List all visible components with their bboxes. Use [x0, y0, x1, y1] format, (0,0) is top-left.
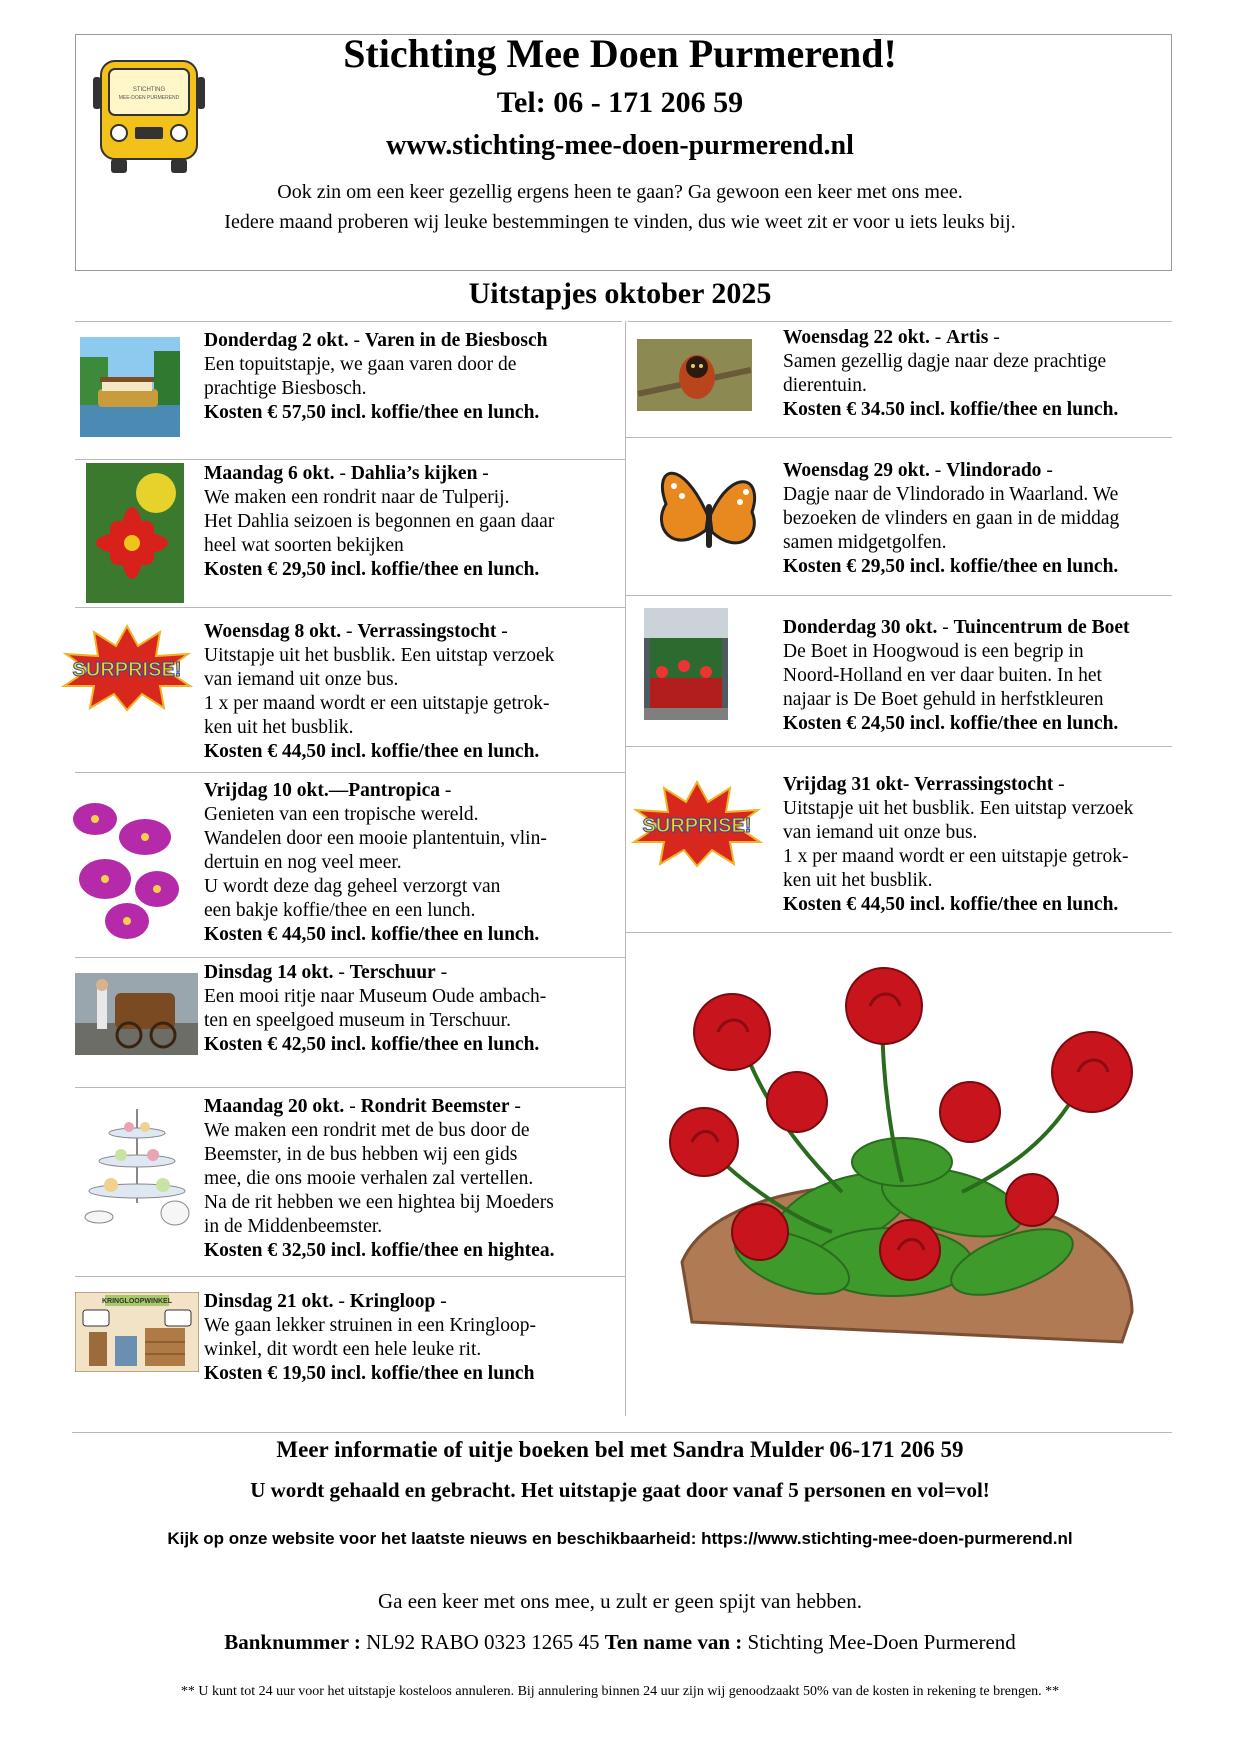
trip-description: We gaan lekker struinen in een Kringloop- winkel, dit wordt een hele leuke rit. — [204, 1315, 536, 1360]
trip-description: We maken een rondrit met de bus door de Beemster, in de bus hebben wij een gids mee, die ons mooie verhalen zal vertellen. Na de rit hebben we een hightea bij Moeders in de Middenbeemster. — [204, 1120, 554, 1237]
boat-on-river-image — [80, 337, 180, 437]
surprise-burst-image — [630, 780, 764, 868]
trip-date: Woensdag 29 okt. — [783, 460, 930, 481]
trip-cost: Kosten € 42,50 incl. koffie/thee en lunch. — [204, 1034, 540, 1055]
divider — [75, 957, 625, 958]
trip-entry: Donderdag 2 okt. - Varen in de Biesbosch Een topuitstapje, we gaan varen door de prachtige Biesbosch. Kosten € 57,50 incl. koffie/thee en lunch. — [204, 329, 624, 425]
trip-name: Artis — [946, 327, 989, 348]
trip-date: Donderdag 30 okt. — [783, 617, 938, 638]
divider — [625, 932, 1172, 933]
trip-name: Dahlia’s kijken — [350, 463, 478, 484]
divider — [625, 437, 1172, 438]
column-divider — [625, 321, 626, 1416]
divider — [75, 321, 622, 322]
trip-description: Samen gezellig dagje naar deze prachtige dierentuin. — [783, 351, 1107, 396]
bank-number: NL92 RABO 0323 1265 45 — [360, 1630, 605, 1654]
org-title: Stichting Mee Doen Purmerend! — [343, 31, 897, 76]
trip-cost: Kosten € 29,50 incl. koffie/thee en lunch. — [204, 559, 540, 580]
trip-date: Donderdag 2 okt. — [204, 330, 349, 351]
trip-description: We maken een rondrit naar de Tulperij. Het Dahlia seizoen is begonnen en gaan daar heel wat soorten bekijken — [204, 487, 555, 556]
dahlia-flower-image — [86, 463, 184, 603]
bus-sign-line1: STICHTING — [132, 87, 166, 93]
trip-date: Vrijdag 31 okt- — [783, 774, 910, 795]
trip-entry: Dinsdag 21 okt. - Kringloop - We gaan lekker struinen in een Kringloop- winkel, dit wordt een hele leuke rit. Kosten € 19,50 incl. koffie/thee en lunch — [204, 1290, 624, 1386]
divider — [75, 607, 625, 608]
org-website[interactable]: www.stichting-mee-doen-purmerend.nl — [386, 130, 854, 161]
roses-decoration-image — [652, 962, 1144, 1372]
trip-name: Terschuur — [349, 962, 436, 983]
museum-cart-image — [75, 973, 198, 1055]
trip-entry: Maandag 6 okt. - Dahlia’s kijken - We maken een rondrit naar de Tulperij. Het Dahlia seizoen is begonnen en gaan daar heel wat soorten bekijken Kosten € 29,50 incl. koffie/thee en lunch. — [204, 462, 624, 582]
trip-name: Verrassingstocht — [914, 774, 1054, 795]
butterfly-image — [652, 456, 764, 572]
trip-description: Uitstapje uit het busblik. Een uitstap verzoek van iemand uit onze bus. 1 x per maand wordt er een uitstapje getrok- ken uit het busblik. — [204, 645, 555, 738]
divider — [625, 746, 1172, 747]
surprise-text: SURPRISE! — [642, 815, 752, 837]
trip-cost: Kosten € 44,50 incl. koffie/thee en lunch. — [204, 924, 540, 945]
month-title: Uitstapjes oktober 2025 — [468, 277, 772, 310]
trip-cost: Kosten € 44,50 incl. koffie/thee en lunch. — [204, 741, 540, 762]
trip-cost: Kosten € 29,50 incl. koffie/thee en lunch. — [783, 556, 1119, 577]
pickup-text: U wordt gehaald en gebracht. Het uitstapje gaat door vanaf 5 personen en vol=vol! — [250, 1478, 990, 1502]
trip-name: Kringloop — [349, 1291, 436, 1312]
trip-description: Dagje naar de Vlindorado in Waarland. We bezoeken de vlinders en gaan in de middag samen midgetgolfen. — [783, 484, 1120, 553]
trip-entry: Woensdag 22 okt. - Artis - Samen gezellig dagje naar deze prachtige dierentuin. Kosten € 34.50 incl. koffie/thee en lunch. — [783, 326, 1193, 422]
footer-divider — [72, 1432, 1172, 1433]
intro-line-1: Ook zin om een keer gezellig ergens heen te gaan? Ga gewoon een keer met ons mee. — [277, 181, 963, 203]
trip-entry: Vrijdag 10 okt.—Pantropica - Genieten van een tropische wereld. Wandelen door een mooie plantentuin, vlin- dertuin en nog veel meer. U wordt deze dag geheel verzorgt van een bakje koffie/thee en een lunch. Kosten € 44,50 incl. koffie/thee en lunch. — [204, 779, 624, 947]
trip-cost: Kosten € 57,50 incl. koffie/thee en lunch. — [204, 402, 540, 423]
name-value: Stichting Mee-Doen Purmerend — [742, 1630, 1016, 1654]
bank-label: Banknummer : — [224, 1630, 361, 1654]
trip-entry: Dinsdag 14 okt. - Terschuur - Een mooi ritje naar Museum Oude ambach- ten en speelgoed museum in Terschuur. Kosten € 42,50 incl. koffie/thee en lunch. — [204, 961, 624, 1057]
trip-name: Varen in de Biesbosch — [364, 330, 548, 351]
trip-cost: Kosten € 44,50 incl. koffie/thee en lunch. — [783, 894, 1119, 915]
intro-line-2: Iedere maand proberen wij leuke bestemmingen te vinden, dus wie weet zit er voor u iets leuks bij. — [224, 211, 1016, 233]
trip-entry: Donderdag 30 okt. - Tuincentrum de Boet De Boet in Hoogwoud is een begrip in Noord-Holland en ver daar buiten. In het najaar is De Boet gehuld in herfstkleuren Kosten € 24,50 incl. koffie/thee en lunch. — [783, 616, 1193, 736]
divider — [75, 1276, 625, 1277]
monkey-image — [637, 339, 752, 411]
hightea-image — [75, 1103, 199, 1233]
kringloop-sign: KRINGLOOPWINKEL — [102, 1298, 172, 1305]
trip-description: Een topuitstapje, we gaan varen door de prachtige Biesbosch. — [204, 354, 517, 399]
trip-date: Dinsdag 21 okt. — [204, 1291, 334, 1312]
divider — [628, 321, 1172, 322]
trip-date: Woensdag 22 okt. — [783, 327, 930, 348]
org-phone: Tel: 06 - 171 206 59 — [496, 86, 744, 119]
divider — [75, 1087, 625, 1088]
trip-name: Vlindorado — [946, 460, 1042, 481]
trip-entry: Vrijdag 31 okt- Verrassingstocht - Uitstapje uit het busblik. Een uitstap verzoek van iemand uit onze bus. 1 x per maand wordt er een uitstapje getrok- ken uit het busblik. Kosten € 44,50 incl. koffie/thee en lunch. — [783, 773, 1193, 917]
trip-description: Uitstapje uit het busblik. Een uitstap verzoek van iemand uit onze bus. 1 x per maand wordt er een uitstapje getrok- ken uit het busblik. — [783, 798, 1134, 891]
trip-cost: Kosten € 19,50 incl. koffie/thee en lunch — [204, 1363, 535, 1384]
trip-description: De Boet in Hoogwoud is een begrip in Noord-Holland en ver daar buiten. In het najaar is De Boet gehuld in herfstkleuren — [783, 641, 1104, 710]
divider — [75, 459, 625, 460]
trip-entry: Woensdag 29 okt. - Vlindorado - Dagje naar de Vlindorado in Waarland. We bezoeken de vlinders en gaan in de middag samen midgetgolfen. Kosten € 29,50 incl. koffie/thee en lunch. — [783, 459, 1193, 579]
trip-description: Een mooi ritje naar Museum Oude ambach- ten en speelgoed museum in Terschuur. — [204, 986, 547, 1031]
website-note: Kijk op onze website voor het laatste nieuws en beschikbaarheid: https://www.stichting-mee-doen-purmerend.nl — [167, 1529, 1073, 1548]
orchid-image — [65, 789, 189, 944]
bus-sign-line2: MEE-DOEN PURMEREND — [118, 95, 180, 101]
surprise-burst-image — [60, 624, 194, 712]
cancellation-note: ** U kunt tot 24 uur voor het uitstapje kosteloos annuleren. Bij annulering binnen 24 uur zijn wij genoodzaakt 50% van de kosten in rekening te brengen. ** — [180, 1684, 1060, 1699]
trip-cost: Kosten € 34.50 incl. koffie/thee en lunch. — [783, 399, 1119, 420]
slogan-text: Ga een keer met ons mee, u zult er geen spijt van hebben. — [378, 1589, 862, 1613]
divider — [625, 595, 1172, 596]
trip-date: Maandag 6 okt. — [204, 463, 335, 484]
garden-centre-image — [644, 608, 728, 720]
surprise-text: SURPRISE! — [72, 659, 182, 681]
trip-date: Maandag 20 okt. — [204, 1096, 345, 1117]
trip-date: Woensdag 8 okt. — [204, 621, 342, 642]
more-info-text: Meer informatie of uitje boeken bel met Sandra Mulder 06-171 206 59 — [276, 1437, 964, 1462]
bank-details — [0, 1630, 1240, 1655]
divider — [75, 772, 625, 773]
name-label: Ten name van : — [604, 1630, 743, 1654]
trip-cost: Kosten € 24,50 incl. koffie/thee en lunch. — [783, 713, 1119, 734]
trip-description: Genieten van een tropische wereld. Wandelen door een mooie plantentuin, vlin- dertuin en nog veel meer. U wordt deze dag geheel verzorgt van een bakje koffie/thee en een lunch. — [204, 804, 547, 921]
trip-date: Dinsdag 14 okt. — [204, 962, 334, 983]
trip-date: Vrijdag 10 okt.—Pantropica — [204, 780, 440, 801]
trip-name: Tuincentrum de Boet — [953, 617, 1130, 638]
trip-entry: Maandag 20 okt. - Rondrit Beemster - We maken een rondrit met de bus door de Beemster, in de bus hebben wij een gids mee, die ons mooie verhalen zal vertellen. Na de rit hebben we een hightea bij Moeders in de Middenbeemster. Kosten € 32,50 incl. koffie/thee en hightea. — [204, 1095, 624, 1263]
trip-cost: Kosten € 32,50 incl. koffie/thee en hightea. — [204, 1240, 555, 1261]
kringloopwinkel-image — [75, 1292, 199, 1372]
trip-name: Rondrit Beemster — [360, 1096, 510, 1117]
trip-entry: Woensdag 8 okt. - Verrassingstocht - Uitstapje uit het busblik. Een uitstap verzoek van iemand uit onze bus. 1 x per maand wordt er een uitstapje getrok- ken uit het busblik. Kosten € 44,50 incl. koffie/thee en lunch. — [204, 620, 624, 764]
trip-name: Verrassingstocht — [357, 621, 497, 642]
